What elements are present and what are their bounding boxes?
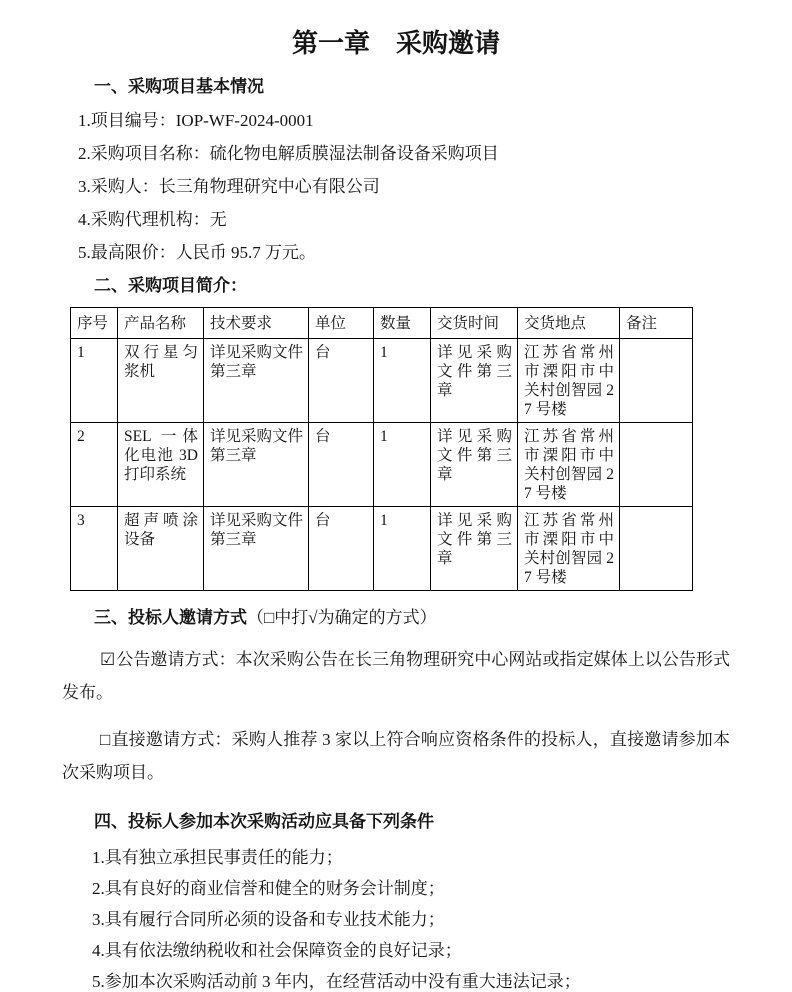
cell-qty: 1 — [374, 507, 431, 591]
direct-invitation-paragraph — [62, 723, 730, 789]
cell-product: SEL 一体化电池 3D 打印系统 — [118, 423, 204, 507]
col-header-remark: 备注 — [620, 308, 693, 339]
cell-delivery-place: 江苏省常州市溧阳市中关村创智园 27 号楼 — [518, 507, 620, 591]
unchecked-checkbox-icon: □ — [100, 730, 111, 749]
section-3-heading — [62, 607, 730, 629]
cell-seq: 2 — [71, 423, 118, 507]
procurement-agency: 4.采购代理机构：无 — [78, 210, 227, 229]
cell-delivery-time: 详见采购文件第三章 — [431, 339, 518, 423]
table-header-row — [71, 308, 693, 339]
procurement-items-table — [70, 307, 693, 591]
cell-seq: 3 — [71, 507, 118, 591]
purchaser: 3.采购人：长三角物理研究中心有限公司 — [78, 177, 380, 196]
project-name: 2.采购项目名称：硫化物电解质膜湿法制备设备采购项目 — [78, 144, 499, 163]
project-number: 1.项目编号：IOP-WF-2024-0001 — [78, 111, 314, 130]
cell-delivery-time: 详见采购文件第三章 — [431, 423, 518, 507]
cell-remark — [620, 507, 693, 591]
cell-unit: 台 — [309, 423, 374, 507]
section-1-heading: 一、采购项目基本情况 — [94, 77, 264, 96]
condition-item: 1.具有独立承担民事责任的能力； — [92, 848, 343, 867]
cell-unit: 台 — [309, 507, 374, 591]
cell-product: 超声喷涂设备 — [118, 507, 204, 591]
announcement-invitation-paragraph — [62, 643, 730, 709]
col-header-tech-req: 技术要求 — [204, 308, 309, 339]
section-3-heading-bold: 三、投标人邀请方式 — [94, 608, 247, 627]
table-row — [71, 507, 693, 591]
cell-tech-req: 详见采购文件第三章 — [204, 339, 309, 423]
cell-delivery-time: 详见采购文件第三章 — [431, 507, 518, 591]
condition-item: 3.具有履行合同所必须的设备和专业技术能力； — [92, 910, 445, 929]
condition-item: 5.参加本次采购活动前 3 年内，在经营活动中没有重大违法记录； — [92, 972, 581, 991]
cell-qty: 1 — [374, 339, 431, 423]
direct-invitation-text: 直接邀请方式：采购人推荐 3 家以上符合响应资格条件的投标人，直接邀请参加本次采购项目。 — [62, 730, 730, 782]
cell-product: 双行星匀浆机 — [118, 339, 204, 423]
cell-delivery-place: 江苏省常州市溧阳市中关村创智园 27 号楼 — [518, 339, 620, 423]
cell-remark — [620, 339, 693, 423]
table-row — [71, 339, 693, 423]
cell-seq: 1 — [71, 339, 118, 423]
checked-checkbox-icon: ☑ — [100, 650, 116, 669]
max-price: 5.最高限价：人民币 95.7 万元。 — [78, 243, 316, 262]
section-3-heading-note: （□中打√为确定的方式） — [247, 608, 437, 627]
cell-remark — [620, 423, 693, 507]
cell-tech-req: 详见采购文件第三章 — [204, 423, 309, 507]
col-header-unit: 单位 — [309, 308, 374, 339]
col-header-seq: 序号 — [71, 308, 118, 339]
col-header-delivery-place: 交货地点 — [518, 308, 620, 339]
cell-tech-req: 详见采购文件第三章 — [204, 507, 309, 591]
cell-qty: 1 — [374, 423, 431, 507]
table-row — [71, 423, 693, 507]
col-header-qty: 数量 — [374, 308, 431, 339]
section-2-heading: 二、采购项目简介： — [94, 276, 247, 295]
condition-item: 4.具有依法缴纳税收和社会保障资金的良好记录； — [92, 941, 462, 960]
col-header-delivery-time: 交货时间 — [431, 308, 518, 339]
condition-item: 2.具有良好的商业信誉和健全的财务会计制度； — [92, 879, 445, 898]
chapter-title: 第一章 采购邀请 — [291, 29, 500, 58]
cell-unit: 台 — [309, 339, 374, 423]
announcement-invitation-text: 公告邀请方式：本次采购公告在长三角物理研究中心网站或指定媒体上以公告形式发布。 — [62, 650, 730, 702]
cell-delivery-place: 江苏省常州市溧阳市中关村创智园 27 号楼 — [518, 423, 620, 507]
section-4-heading: 四、投标人参加本次采购活动应具备下列条件 — [94, 812, 434, 831]
col-header-product: 产品名称 — [118, 308, 204, 339]
